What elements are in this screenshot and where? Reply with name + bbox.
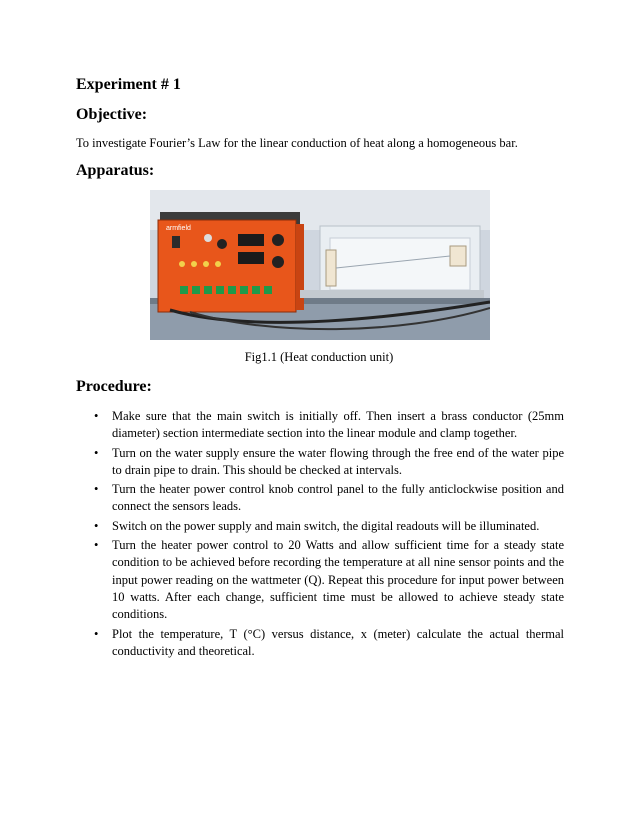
procedure-heading: Procedure:: [76, 378, 152, 395]
control-unit: [158, 212, 304, 312]
objective-text: To investigate Fourier’s Law for the linear conduction of heat along a homogeneous bar.: [76, 136, 518, 150]
bullet-icon: •: [94, 538, 99, 553]
experiment-heading: Experiment # 1: [76, 76, 181, 93]
bullet-icon: •: [94, 518, 99, 533]
apparatus-heading: Apparatus:: [76, 162, 155, 179]
list-item: • Plot the temperature, T (°C) versus distance, x (meter) calculate the actual thermal conductivity and theoretical.: [94, 626, 564, 658]
objective-heading: Objective:: [76, 106, 148, 123]
figure-caption: Fig1.1 (Heat conduction unit): [244, 350, 394, 364]
list-item: • Make sure that the main switch is initially off. Then insert a brass conductor (25mm diameter) section intermediate section into the linear module and clamp together.: [94, 409, 564, 441]
bullet-icon: •: [94, 445, 99, 460]
list-item: • Turn the heater power control to 20 Watts and allow sufficient time for a steady state condition to be achieved before recording the temperature at all nine sensor points and the input power reading on the wattmeter (Q). Repeat this procedure for input power between 10 watts. After each change, sufficient time must be allowed to achieve steady state conditions.: [94, 538, 564, 622]
list-item: • Switch on the power supply and main switch, the digital readouts will be illuminated.: [94, 518, 564, 535]
list-item: • Turn on the water supply ensure the water flowing through the free end of the water pipe to drain pipe to drain. This should be checked at intervals.: [94, 445, 564, 477]
linear-conduction-module: [300, 226, 484, 298]
procedure-list: [94, 408, 564, 662]
bullet-icon: •: [94, 626, 99, 641]
heat-conduction-unit-photo: [150, 190, 490, 340]
list-item: • Turn the heater power control knob control panel to the fully anticlockwise position and connect the sensors leads.: [94, 482, 564, 514]
bullet-icon: •: [94, 409, 99, 423]
bullet-icon: •: [94, 482, 99, 497]
apparatus-illustration: [150, 190, 490, 340]
brand-label: armfield: [166, 225, 191, 232]
